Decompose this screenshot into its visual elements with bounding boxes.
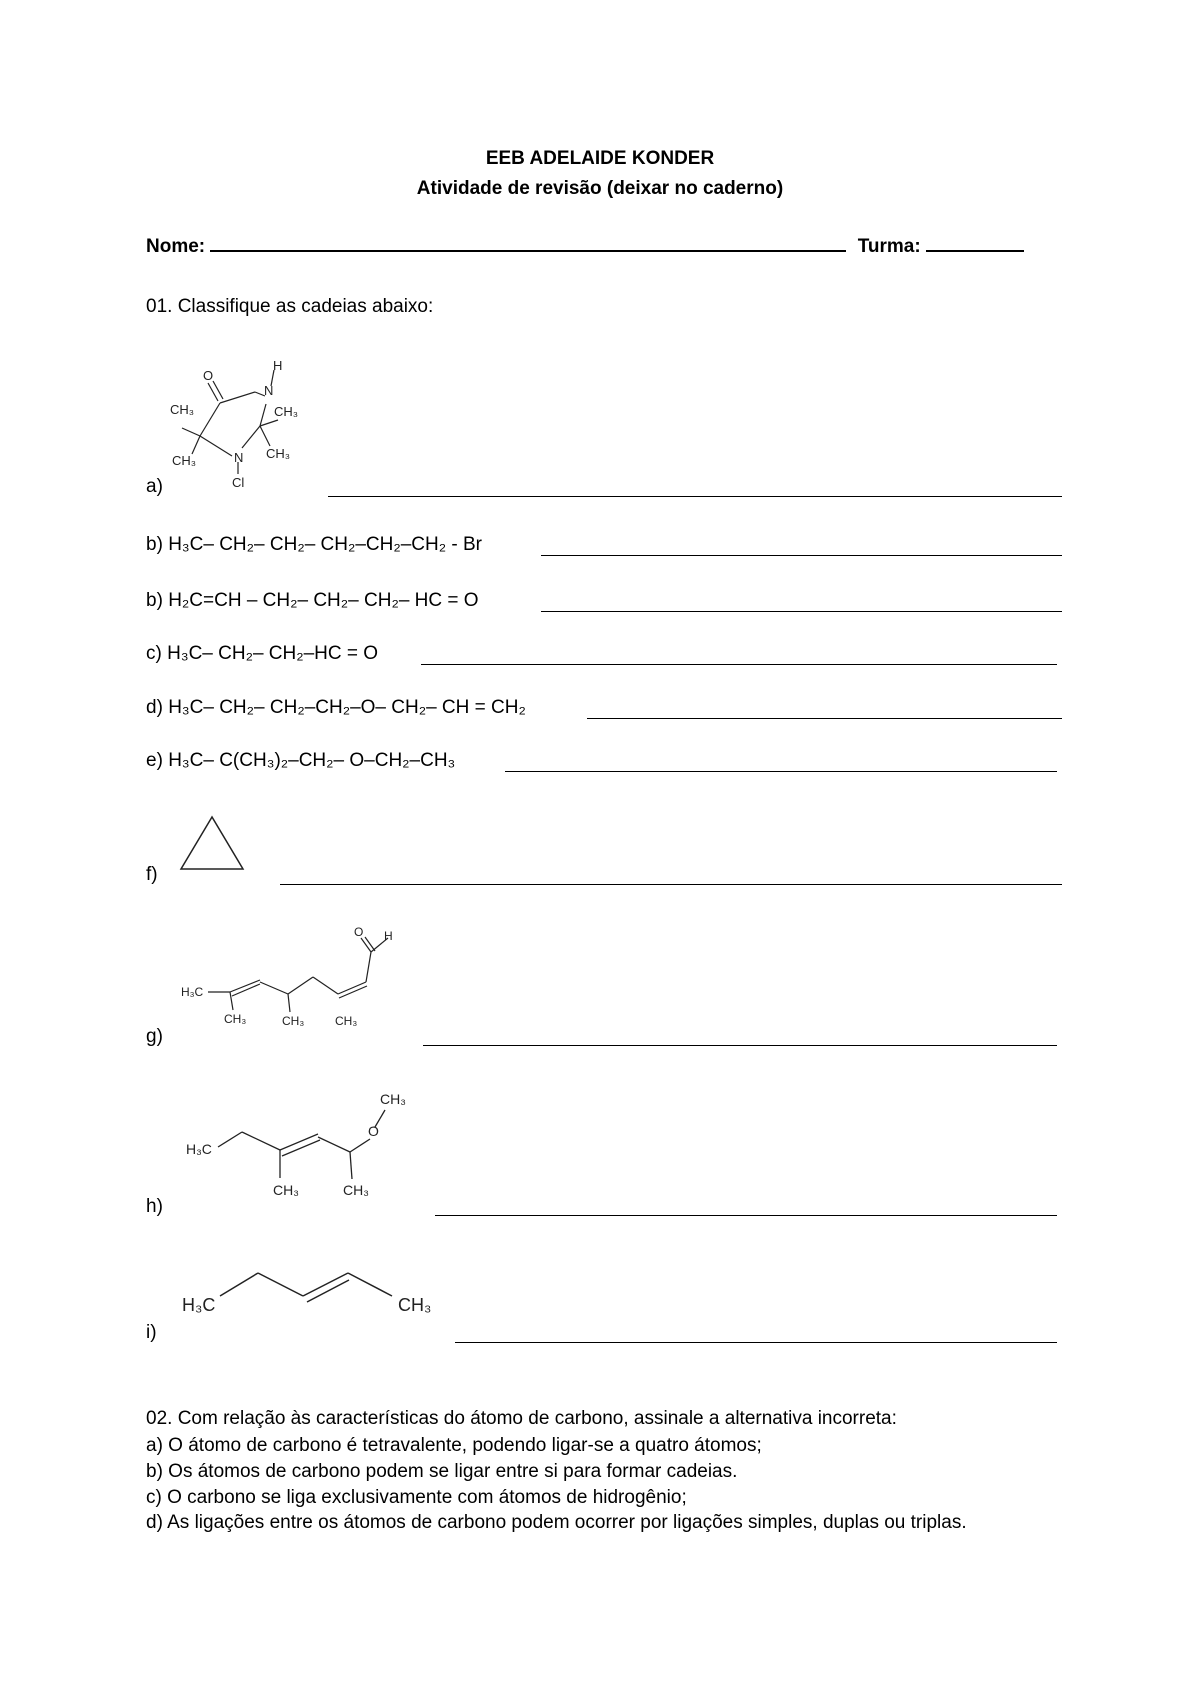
structure-h-ether xyxy=(180,1082,420,1207)
struct-i-ch3: CH₃ xyxy=(398,1295,432,1315)
item-g-label: g) xyxy=(146,1026,163,1047)
item-d xyxy=(146,697,526,719)
struct-a-o: O xyxy=(203,368,214,383)
item-e-answer-line[interactable] xyxy=(505,771,1057,772)
item-b1 xyxy=(146,534,482,556)
struct-i-h3c: H₃C xyxy=(182,1295,216,1315)
struct-a-ch3-3: CH₃ xyxy=(274,404,299,419)
item-d-formula: H₃C– CH₂– CH₂–CH₂–O– CH₂– CH = CH₂ xyxy=(168,697,526,718)
struct-h-ch3-1: CH₃ xyxy=(380,1091,406,1107)
struct-a-h: H xyxy=(273,358,283,373)
item-b2-formula: H₂C=CH – CH₂– CH₂– CH₂– HC = O xyxy=(168,590,479,611)
question-2-option-d[interactable]: d) As ligações entre os átomos de carbono podem ocorrer por ligações simples, duplas ou triplas. xyxy=(146,1512,967,1533)
item-e-formula: H₃C– C(CH₃)₂–CH₂– O–CH₂–CH₃ xyxy=(168,750,456,771)
struct-g-h: H xyxy=(384,929,393,943)
item-i-label: i) xyxy=(146,1322,157,1343)
name-row xyxy=(146,236,1024,258)
item-c-label: c) xyxy=(146,643,162,664)
class-label: Turma: xyxy=(857,236,921,257)
item-a-label: a) xyxy=(146,476,163,497)
item-b2 xyxy=(146,590,479,612)
item-d-answer-line[interactable] xyxy=(587,718,1062,719)
item-b1-answer-line[interactable] xyxy=(541,555,1062,556)
question-2-option-a[interactable]: a) O átomo de carbono é tetravalente, podendo ligar-se a quatro átomos; xyxy=(146,1435,762,1456)
struct-h-ch3-2: CH₃ xyxy=(273,1182,299,1198)
structure-g-aldehyde xyxy=(178,922,408,1037)
name-blank[interactable] xyxy=(210,236,846,252)
item-f-label: f) xyxy=(146,864,158,885)
item-b1-label: b) xyxy=(146,534,163,555)
structure-f-cyclopropane xyxy=(178,814,248,874)
question-1-prompt: 01. Classifique as cadeias abaixo: xyxy=(146,296,434,317)
struct-a-cl: Cl xyxy=(232,475,245,490)
item-e xyxy=(146,750,455,772)
item-c-formula: H₃C– CH₂– CH₂–HC = O xyxy=(167,643,379,664)
item-b2-answer-line[interactable] xyxy=(541,611,1062,612)
item-h-label: h) xyxy=(146,1196,163,1217)
name-label: Nome: xyxy=(146,236,206,257)
struct-g-ch3-2: CH₃ xyxy=(282,1014,305,1028)
structure-i-pentene xyxy=(180,1256,450,1326)
struct-a-ch3-2: CH₃ xyxy=(172,453,197,468)
question-2-prompt: 02. Com relação às características do átomo de carbono, assinale a alternativa incorreta: xyxy=(146,1408,897,1429)
item-g-answer-line[interactable] xyxy=(423,1045,1057,1046)
struct-g-ch3-1: CH₃ xyxy=(224,1012,247,1026)
activity-subtitle: Atividade de revisão (deixar no caderno) xyxy=(416,178,784,199)
struct-a-ch3-1: CH₃ xyxy=(170,402,195,417)
struct-g-h3c: H₃C xyxy=(181,985,204,999)
item-c xyxy=(146,643,378,665)
item-a-answer-line[interactable] xyxy=(328,496,1062,497)
school-title: EEB ADELAIDE KONDER xyxy=(485,148,715,169)
item-b2-label: b) xyxy=(146,590,163,611)
item-e-label: e) xyxy=(146,750,163,771)
item-d-label: d) xyxy=(146,697,163,718)
item-i-answer-line[interactable] xyxy=(455,1342,1057,1343)
structure-a-imidazolidinone xyxy=(170,356,320,496)
struct-g-ch3-3: CH₃ xyxy=(335,1014,358,1028)
struct-h-h3c: H₃C xyxy=(186,1141,212,1157)
struct-h-ch3-3: CH₃ xyxy=(343,1182,369,1198)
item-b1-formula: H₃C– CH₂– CH₂– CH₂–CH₂–CH₂ - Br xyxy=(168,534,483,555)
item-h-answer-line[interactable] xyxy=(435,1215,1057,1216)
item-f-answer-line[interactable] xyxy=(280,884,1062,885)
item-c-answer-line[interactable] xyxy=(421,664,1057,665)
question-2-option-c[interactable]: c) O carbono se liga exclusivamente com átomos de hidrogênio; xyxy=(146,1487,687,1508)
struct-a-n1: N xyxy=(264,383,274,398)
struct-a-ch3-4: CH₃ xyxy=(266,446,291,461)
struct-h-o: O xyxy=(368,1123,379,1139)
question-2-option-b[interactable]: b) Os átomos de carbono podem se ligar entre si para formar cadeias. xyxy=(146,1461,738,1482)
struct-a-n2: N xyxy=(234,450,244,465)
struct-g-o: O xyxy=(354,925,364,939)
class-blank[interactable] xyxy=(926,236,1024,252)
